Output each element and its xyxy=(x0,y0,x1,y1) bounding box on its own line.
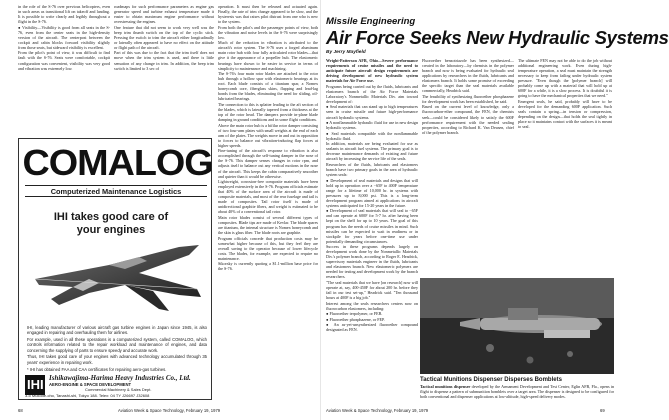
ad-paragraph: Thus, IHI takes good care of your engines with advanced technology accumulated through 35 years' experience in repairing work. xyxy=(27,354,207,365)
paragraph: Program officials concede that production costs may be somewhat higher because of this, but they feel they are overall saving to the operator because of lower lifecycle costs. The blades, for example, are expected to require no maintenance. xyxy=(218,235,318,261)
ad-company-name: Ishikawajima-Harima Heavy Industries Co., Ltd. xyxy=(49,374,191,382)
ad-paragraph: * IHI has obtained FAA and CAA certificates for repairing aero-gas turbines. xyxy=(27,366,167,372)
paragraph: The feasibility of synthesizing fluoroether phosphazene for development work has been established, he said. xyxy=(422,93,514,104)
left-page-number: 68 xyxy=(18,408,23,413)
ad-products: Commercial Machinery & Sales Dept. xyxy=(85,387,152,392)
paragraph: Fine-tuning of the aircraft's response to vibration is also accomplished through the self-tuning damper in the nose of the S-76. This damper senses changes in rotor rpm, and adjusts itself to balance out any vertical motions in the nose of the aircraft. This keeps the cabin comparatively smoother and quieter than it would be otherwise. xyxy=(218,148,318,179)
page-gutter xyxy=(320,0,321,420)
paragraph: Part of this was due to the fact that the trim itself does not move when the trim system is used, and there is little sensation of any change in trim. In addition, the beep trim switch is limited to 3 sec of xyxy=(114,50,214,71)
caption-lead: Tactical munitions dispenser xyxy=(420,384,471,389)
paragraph: ● Visibility—Visibility is good from all seats in the S-76, even from the center seats in the high-density version of the aircraft. The centerpost between the cockpit and cabin blocks forward visibility slightly from those seats, but sideward visibility is excellent. xyxy=(18,24,110,50)
ad-tagline: Computerized Maintenance Logistics xyxy=(25,185,207,197)
paragraph: Researchers of the fluids, lubricants and elastomers branch have two primary goals in the area of hydraulic system seals: xyxy=(326,161,418,178)
ad-division: AERO-ENGINE & SPACE DEVELOPMENT xyxy=(49,382,132,387)
paragraph: ● Development of seal materials that will seal to −65F and can operate at 600F for 5-7 hr. after having been kept on the shelf for up to 10 years. The goal of this program has the needs of cruise missiles in mind. Such missiles can be expected to wait in readiness or in stockpile for years before one-time use under potentially demanding circumstances. xyxy=(326,208,418,244)
paragraph: ● Development of seal materials and designs that will hold up in operation over a −65F to 400F temperature range for a lifetime of 10,000 hr. in systems with pressures up to 8,000 psi. This is a long-term development program aimed at applications in aircraft systems anticipated for 15-20 years in the future. xyxy=(326,177,418,208)
paragraph: ● Seal materials compatible with the nonflammable hydraulic fluid. xyxy=(326,130,418,141)
ad-brand: COMALOG xyxy=(22,142,213,183)
ad-paragraph: For example, used in all these operations is a computerized system, called COMALOG, which controls information related to the repair workload and maintenance of engines, and data concerning the supplying of parts to ensure speedy and accurate work. xyxy=(27,337,207,353)
ad-address: 3-5 Mukode-cho, Tanashi-shi, Tokyo 188. Telex: 04 TY J26697 J32608 xyxy=(25,393,150,398)
paragraph: "The seal materials that we have [on research] now will operate at, say, 400-450F for about 200 hr. before they fail in our test set-up," Headrick said. "Ten thousand hours at 400F is a big job." xyxy=(326,280,418,301)
paragraph: The ultimate FEN may not be able to do the job without additional engineering work. Even during high-temperature operation, a seal must maintain the strength necessary to keep from failing under hydraulic system pressure. "Even though the [polymer branch] will probably come up with a material that will hold up at 600F for a while, it is a slow process. It is doubtful it is going to have the mechanical properties that we need." xyxy=(518,58,612,99)
article-column-1 xyxy=(326,58,418,400)
paragraph: Emergent seals, he said, probably will have to be developed for the demanding 600F application. Such seals contain a spring—in tension or compression, depending on the design—that holds the seal tightly in place so it maintains contact with the surfaces it is meant to seal. xyxy=(518,98,612,130)
article-column-3 xyxy=(518,58,612,280)
paragraph: Success in these programs depends largely on development work done by the Nonmetallic Materials Div.'s polymer branch, according to Roger E. Headrick, supervisory materials engineer in the fluids, lubricants and elastomers branch. New elastomeric polymers are needed for testing and development work by the branch researchers. xyxy=(326,244,418,280)
ad-body xyxy=(27,325,207,373)
paragraph: ● Seal materials that can stand up to high temperatures seen in cruise missile and future high-performance aircraft hydraulic systems. xyxy=(326,104,418,120)
paragraph: Sikorsky is currently quoting a $1.1-million base price for the S-76. xyxy=(218,261,318,272)
jet-aircraft-illustration xyxy=(29,239,205,319)
right-page-footer: Aviation Week & Space Technology, February 19, 1979 xyxy=(326,408,429,413)
paragraph: operation. It must then be released and actuated again. Finally, the rate of trim change appeared to be slow, and the hysteresis was that raises pilot distrust from one who is new to the system. xyxy=(218,4,318,25)
paragraph: Based on the current level of knowledge, only a fluorocarbon-ether compound, the FEN, the chemists seek—could be considered likely to satisfy the 600F performance requirement with the needed sealing properties, according to Richard K. Van Deusen, chief of the polymer branch. xyxy=(422,104,514,135)
ad-paragraph: IHI, leading manufacturer of various aircraft gas turbine engines in Japan since 1945, is also engaged in repairing and overhauling them for airlines. xyxy=(27,325,207,336)
paragraph: Fluoroether benzotriazole has been synthesized—created in the laboratory—by chemists in the polymer branch and now is being evaluated for hydraulic seal applications by researchers in the fluids, lubricants and elastomers branch. It holds some promise of exceeding the specific target than the seal materials available commercially, Headrick said. xyxy=(422,58,514,94)
paragraph: Interest among the seals researchers centers now on fluorocarbon elastomers, including: xyxy=(326,300,418,311)
paragraph: ● An as-yet-unsynthesized fluoroether compound designated as FEN. xyxy=(326,322,418,333)
paragraph: in the role of the S-76 over previous helicopters, even in such areas as transitional lift on takeoff and landing. It is possible to write clearly and legibly throughout a flight in the S-76. xyxy=(18,4,110,25)
ad-headline: IHI takes good care of your engines xyxy=(53,211,169,236)
paragraph: In addition, materials are being evaluated for use as sealants in aircraft fuel systems. The primary goal is to decrease maintenance demands of existing and future aircraft by increasing the service life of the seals. xyxy=(326,141,418,162)
paragraph: The connection to this is splatter leading to the aft section of the blades, which is laterally tapered from a thickness at the top of the rotor head. The dampers provide in-plane blade damping in ground conditions and in some flight conditions. xyxy=(218,101,318,123)
paragraph: ● Fluoroether terpolymer, or FEB. xyxy=(326,311,383,317)
ad-footer xyxy=(25,373,209,399)
paragraph: Wright-Patterson AFB, Ohio—Severe performance requirements of cruise missiles and the need to anticipate future aircraft design requirements are driving development of new hydraulic system materials for Air Force use. xyxy=(326,58,418,84)
munitions-dispenser-photo xyxy=(420,278,614,374)
paragraph: Above the main rotor hub is a bifilar rotor damper consisting of two four-arm plates with small weights at the end of each arm of the plates. The weights move in and out in opposition to forces to balance out vibration-inducing flap forces at higher speeds. xyxy=(218,122,318,148)
ad-logo xyxy=(22,142,213,183)
article-title: Air Force Seeks New Hydraulic Systems xyxy=(326,27,669,48)
paragraph: Programs being carried out by the fluids, lubricants and elastomers branch of the Air Force Materials Laboratory's Nonmetallic Materials Div. aim toward development of: xyxy=(326,83,418,104)
paragraph: From both the pilot's and the passenger points of view, both the vibration and noise levels in the S-76 were surprisingly low. xyxy=(218,24,318,40)
photo-caption xyxy=(420,384,614,399)
paragraph: ● Fluoroether phosphazene, or FEP. xyxy=(326,316,385,322)
ihi-logo-icon: IHI xyxy=(25,375,45,395)
left-page-column-2 xyxy=(114,4,214,132)
paragraph: From the pilot's point of view, it was difficult to find fault with the S-76. Seats were comfortable, cockpit configuration was convenient, visibility was very good and vibration was extremely low. xyxy=(18,50,110,71)
left-page-column-1 xyxy=(18,4,110,132)
right-page-number: 69 xyxy=(600,408,605,413)
article-byline: By Jerry Mayfield xyxy=(326,50,366,55)
paragraph: ● A nonflammable hydraulic fluid for use in new design hydraulic systems. xyxy=(326,120,418,131)
paragraph: roadmaps for such performance parameters as engine gas generator speed and turbine exhaust temperature made it easier to obtain maximum engine performance without overstressing the engines. xyxy=(114,4,214,25)
paragraph: Lightweight, corrosion-free composite materials have been employed extensively in the S-76. Program officials estimate that 40% of the surface area of the aircraft is made of composite materials, and most of the rear fuselage and tail is made of composites. Tail rotor itself is made of unidirectional graphite fibers, and weight is estimated to be about 40% of a conventional tail rotor. xyxy=(218,179,318,215)
photo-caption-title: Tactical Munitions Dispenser Disperses Bomblets xyxy=(420,377,562,383)
left-page-footer: Aviation Week & Space Technology, February 19, 1979 xyxy=(118,408,221,413)
section-kicker: Missile Engineering xyxy=(326,16,416,27)
left-page-column-3 xyxy=(218,4,318,404)
paragraph: Main rotor blades consist of several different types of composites. Blade tips are made of Kevlar. The blade spares are titanium, the internal structure is Nomex honeycomb and the skin is glass fiber. The blade roots are graphite. xyxy=(218,214,318,236)
paragraph: The S-76's four main rotor blades are attached to the rotor hub through a hollow spar with elastomeric bearings at its root. Each blade consists of a titanium spar, a Nomex honeycomb core, fiberglass skins, flapping and lead-lag bonds from the blades, eliminating the need for sliding, oil-lubricated bearings. xyxy=(218,71,318,102)
paragraph: Much of the reduction in vibration is attributed to the aircraft's rotor system. The S-76 uses a forged aluminum main rotor hub with four fully articulated rotor blades—that give it the appearance of a propeller hub. The elastomeric bearings have shown to be easier in service in terms of simplicity to maintenance and machining. xyxy=(218,40,318,71)
comalog-advertisement xyxy=(18,138,212,400)
caption-text: developed by the Armament Development and Test Center, Eglin AFB, Fla., opens in flight to dispense a pattern of submunition bomblets over a target area. The dispenser is designed to be configured for both conventional and dispenser applications at low-altitude, high-speed delivery modes. xyxy=(420,384,615,399)
paragraph: One feature that did not seem to work very well was the beep trim thumb switch on the top of the cyclic stick. Pressing the switch to trim the aircraft either longitudinally or laterally often appeared to have no effect on the attitude or flight path of the aircraft. xyxy=(114,24,214,50)
